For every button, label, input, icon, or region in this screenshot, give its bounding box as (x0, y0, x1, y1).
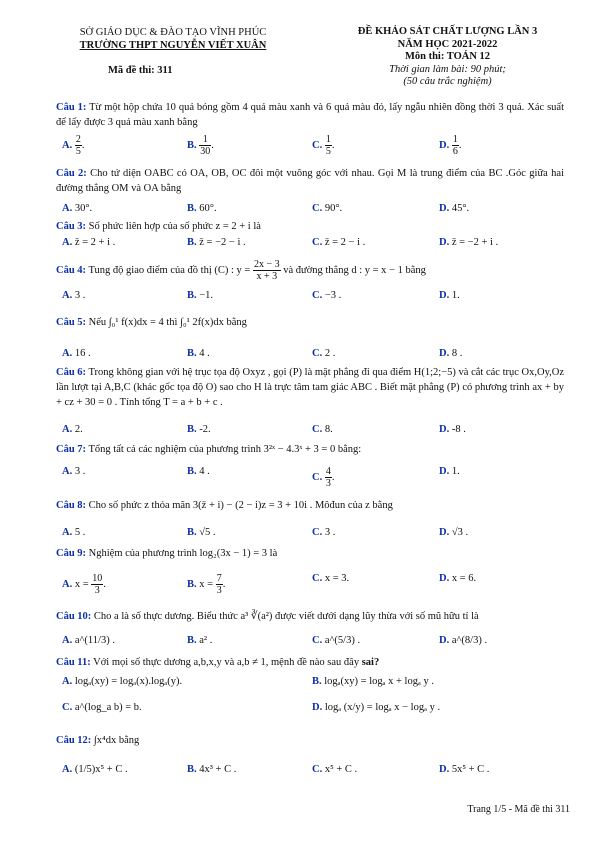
option-a[interactable]: A. logₐ(xy) = logₐ(x).logₐ(y). (62, 676, 183, 687)
option-d[interactable]: D. 45°. (439, 203, 470, 214)
option-a[interactable]: A. x = $\frac{10}{3}$ . (62, 573, 106, 596)
option-c[interactable]: C. −3 . (312, 290, 342, 301)
page-footer: Trang 1/5 - Mã đề thi 311 (467, 804, 570, 815)
question-5: Câu 5: Nếu ∫₀¹ f(x)dx = 4 thì ∫₀¹ 2f(x)dx bằng (56, 317, 247, 328)
option-d[interactable]: D. x = 6. (439, 573, 477, 584)
option-d[interactable]: D. 1. (439, 290, 460, 301)
option-a[interactable]: A. 5 . (62, 527, 86, 538)
option-c[interactable]: C. a^(5/3) . (312, 635, 361, 646)
option-c[interactable]: C. z̄ = 2 − i . (312, 237, 366, 248)
question-count: (50 câu trắc nghiệm) (403, 76, 492, 87)
exam-code: Mã đề thi: 311 (108, 65, 173, 76)
option-b[interactable]: B. logₐ(xy) = logₐ x + logₐ y . (312, 676, 434, 687)
question-11: Câu 11: Với mọi số thực dương a,b,x,y và a,b ≠ 1, mệnh đề nào sau đây sai? (56, 657, 380, 668)
question-12: Câu 12: ∫x⁴dx bằng (56, 735, 140, 746)
option-c[interactable]: C. 2 . (312, 348, 336, 359)
option-d[interactable]: D. 1. (439, 466, 460, 477)
option-c[interactable]: C. $\frac{1}{5}$ . (312, 134, 335, 157)
option-a[interactable]: A. 30°. (62, 203, 93, 214)
question-6: Câu 6: Trong không gian với hệ trục tọa độ Oxyz , gọi (P) là mặt phẳng đi qua điểm H(1;2;−5) và cắt các trục Ox,Oy,Oz lần lượt tại A,B,C (khác gốc tọa độ O) sao cho H là trực tâm tam giác ABC . Biết mặt phẳng (P) có phương trình ax + by + cz + 30 = 0 . Tính tổng T = a + b + c . (56, 367, 565, 408)
options-3 (62, 237, 562, 259)
option-a[interactable]: A. 16 . (62, 348, 91, 359)
option-b[interactable]: B. -2. (187, 424, 211, 435)
option-c[interactable]: C. 3 . (312, 527, 336, 538)
options-12 (62, 764, 562, 786)
question-10: Câu 10: Cho a là số thực dương. Biểu thức a³ ∛(a²) được viết dưới dạng lũy thừa với số mũ hữu tỉ là (56, 611, 479, 622)
option-d[interactable]: D. $\frac{1}{6}$ . (439, 134, 462, 157)
option-b[interactable]: B. √5 . (187, 527, 216, 538)
header-right (330, 26, 565, 89)
question-1: Câu 1: Từ một hộp chứa 10 quả bóng gồm 4 quả màu xanh và 6 quả màu đỏ, lấy ngẫu nhiên đồng thời 3 quả. Xác suất để lấy được 3 quả màu xanh bằng (56, 102, 565, 128)
question-3: Câu 3: Số phức liên hợp của số phức z = 2 + i là (56, 221, 261, 232)
options-4 (62, 290, 562, 312)
option-c[interactable]: C. a^(log_a b) = b. (62, 702, 142, 713)
question-8: Câu 8: Cho số phức z thỏa mãn 3(z̄ + i) − (2 − i)z = 3 + 10i . Môđun của z bằng (56, 500, 393, 511)
exam-title: ĐỀ KHẢO SÁT CHẤT LƯỢNG LẦN 3 (357, 26, 538, 37)
school-year: NĂM HỌC 2021-2022 (397, 38, 498, 50)
option-c[interactable]: C. x = 3. (312, 573, 350, 584)
option-d[interactable]: D. a^(8/3) . (439, 635, 488, 646)
option-c[interactable]: C. 90°. (312, 203, 343, 214)
option-d[interactable]: D. z̄ = −2 + i . (439, 237, 499, 248)
question-7: Câu 7: Tổng tất cả các nghiệm của phương trình 3²ˣ − 4.3ˣ + 3 = 0 bằng: (56, 444, 362, 455)
option-a[interactable]: A. (1/5)x⁵ + C . (62, 764, 128, 775)
option-b[interactable]: B. $\frac{1}{30}$ . (187, 134, 214, 157)
subject: Môn thi: TOÁN 12 (404, 51, 491, 62)
question-9: Câu 9: Nghiệm của phương trình log₂(3x − 1) = 3 là (56, 548, 278, 559)
option-a[interactable]: A. 2. (62, 424, 83, 435)
option-b[interactable]: B. −1. (187, 290, 214, 301)
option-b[interactable]: B. 4x³ + C . (187, 764, 237, 775)
option-a[interactable]: A. 3 . (62, 290, 86, 301)
option-b[interactable]: B. 4 . (187, 466, 210, 477)
option-a[interactable]: A. 3 . (62, 466, 86, 477)
option-d[interactable]: D. 5x⁵ + C . (439, 764, 490, 775)
option-b[interactable]: B. 60°. (187, 203, 217, 214)
option-d[interactable]: D. logₐ (x/y) = logₐ x − logₐ y . (312, 702, 441, 713)
option-c[interactable]: C. $\frac{4}{3}$ . (312, 466, 335, 489)
option-a[interactable]: A. $\frac{2}{5}$ . (62, 134, 85, 157)
question-4: Câu 4: Tung độ giao điểm của đồ thị (C) : y = $\frac{2x - 3}{x + 3}$ và đường thẳng d : y = x − 1 bằng (56, 259, 426, 282)
options-7 (62, 466, 562, 488)
options-1 (62, 134, 562, 156)
options-11-row-1 (62, 676, 562, 698)
header-left (48, 26, 298, 77)
option-d[interactable]: D. √3 . (439, 527, 469, 538)
options-9 (62, 573, 562, 595)
department: SỞ GIÁO DỤC & ĐÀO TẠO VĨNH PHÚC (79, 27, 267, 38)
time-limit: Thời gian làm bài: 90 phút; (389, 63, 506, 75)
option-b[interactable]: B. z̄ = −2 − i . (187, 237, 246, 248)
option-c[interactable]: C. x⁵ + C . (312, 764, 358, 775)
options-10 (62, 635, 562, 657)
option-b[interactable]: B. a² . (187, 635, 213, 646)
option-a[interactable]: A. a^(11/3) . (62, 635, 115, 646)
option-b[interactable]: B. x = $\frac{7}{3}$ . (187, 573, 226, 596)
question-2: Câu 2: Cho tứ diện OABC có OA, OB, OC đôi một vuông góc với nhau. Gọi M là trung điểm của BC .Góc giữa hai đường thẳng OM và OA bằng (56, 168, 564, 194)
option-c[interactable]: C. 8. (312, 424, 333, 435)
option-a[interactable]: A. z̄ = 2 + i . (62, 237, 116, 248)
options-11-row-2 (62, 702, 562, 724)
option-b[interactable]: B. 4 . (187, 348, 210, 359)
option-d[interactable]: D. -8 . (439, 424, 466, 435)
school-name: TRƯỜNG THPT NGUYỄN VIẾT XUÂN (79, 40, 267, 51)
option-d[interactable]: D. 8 . (439, 348, 463, 359)
fraction: $\frac{2x - 3}{x + 3}$ (253, 259, 280, 282)
